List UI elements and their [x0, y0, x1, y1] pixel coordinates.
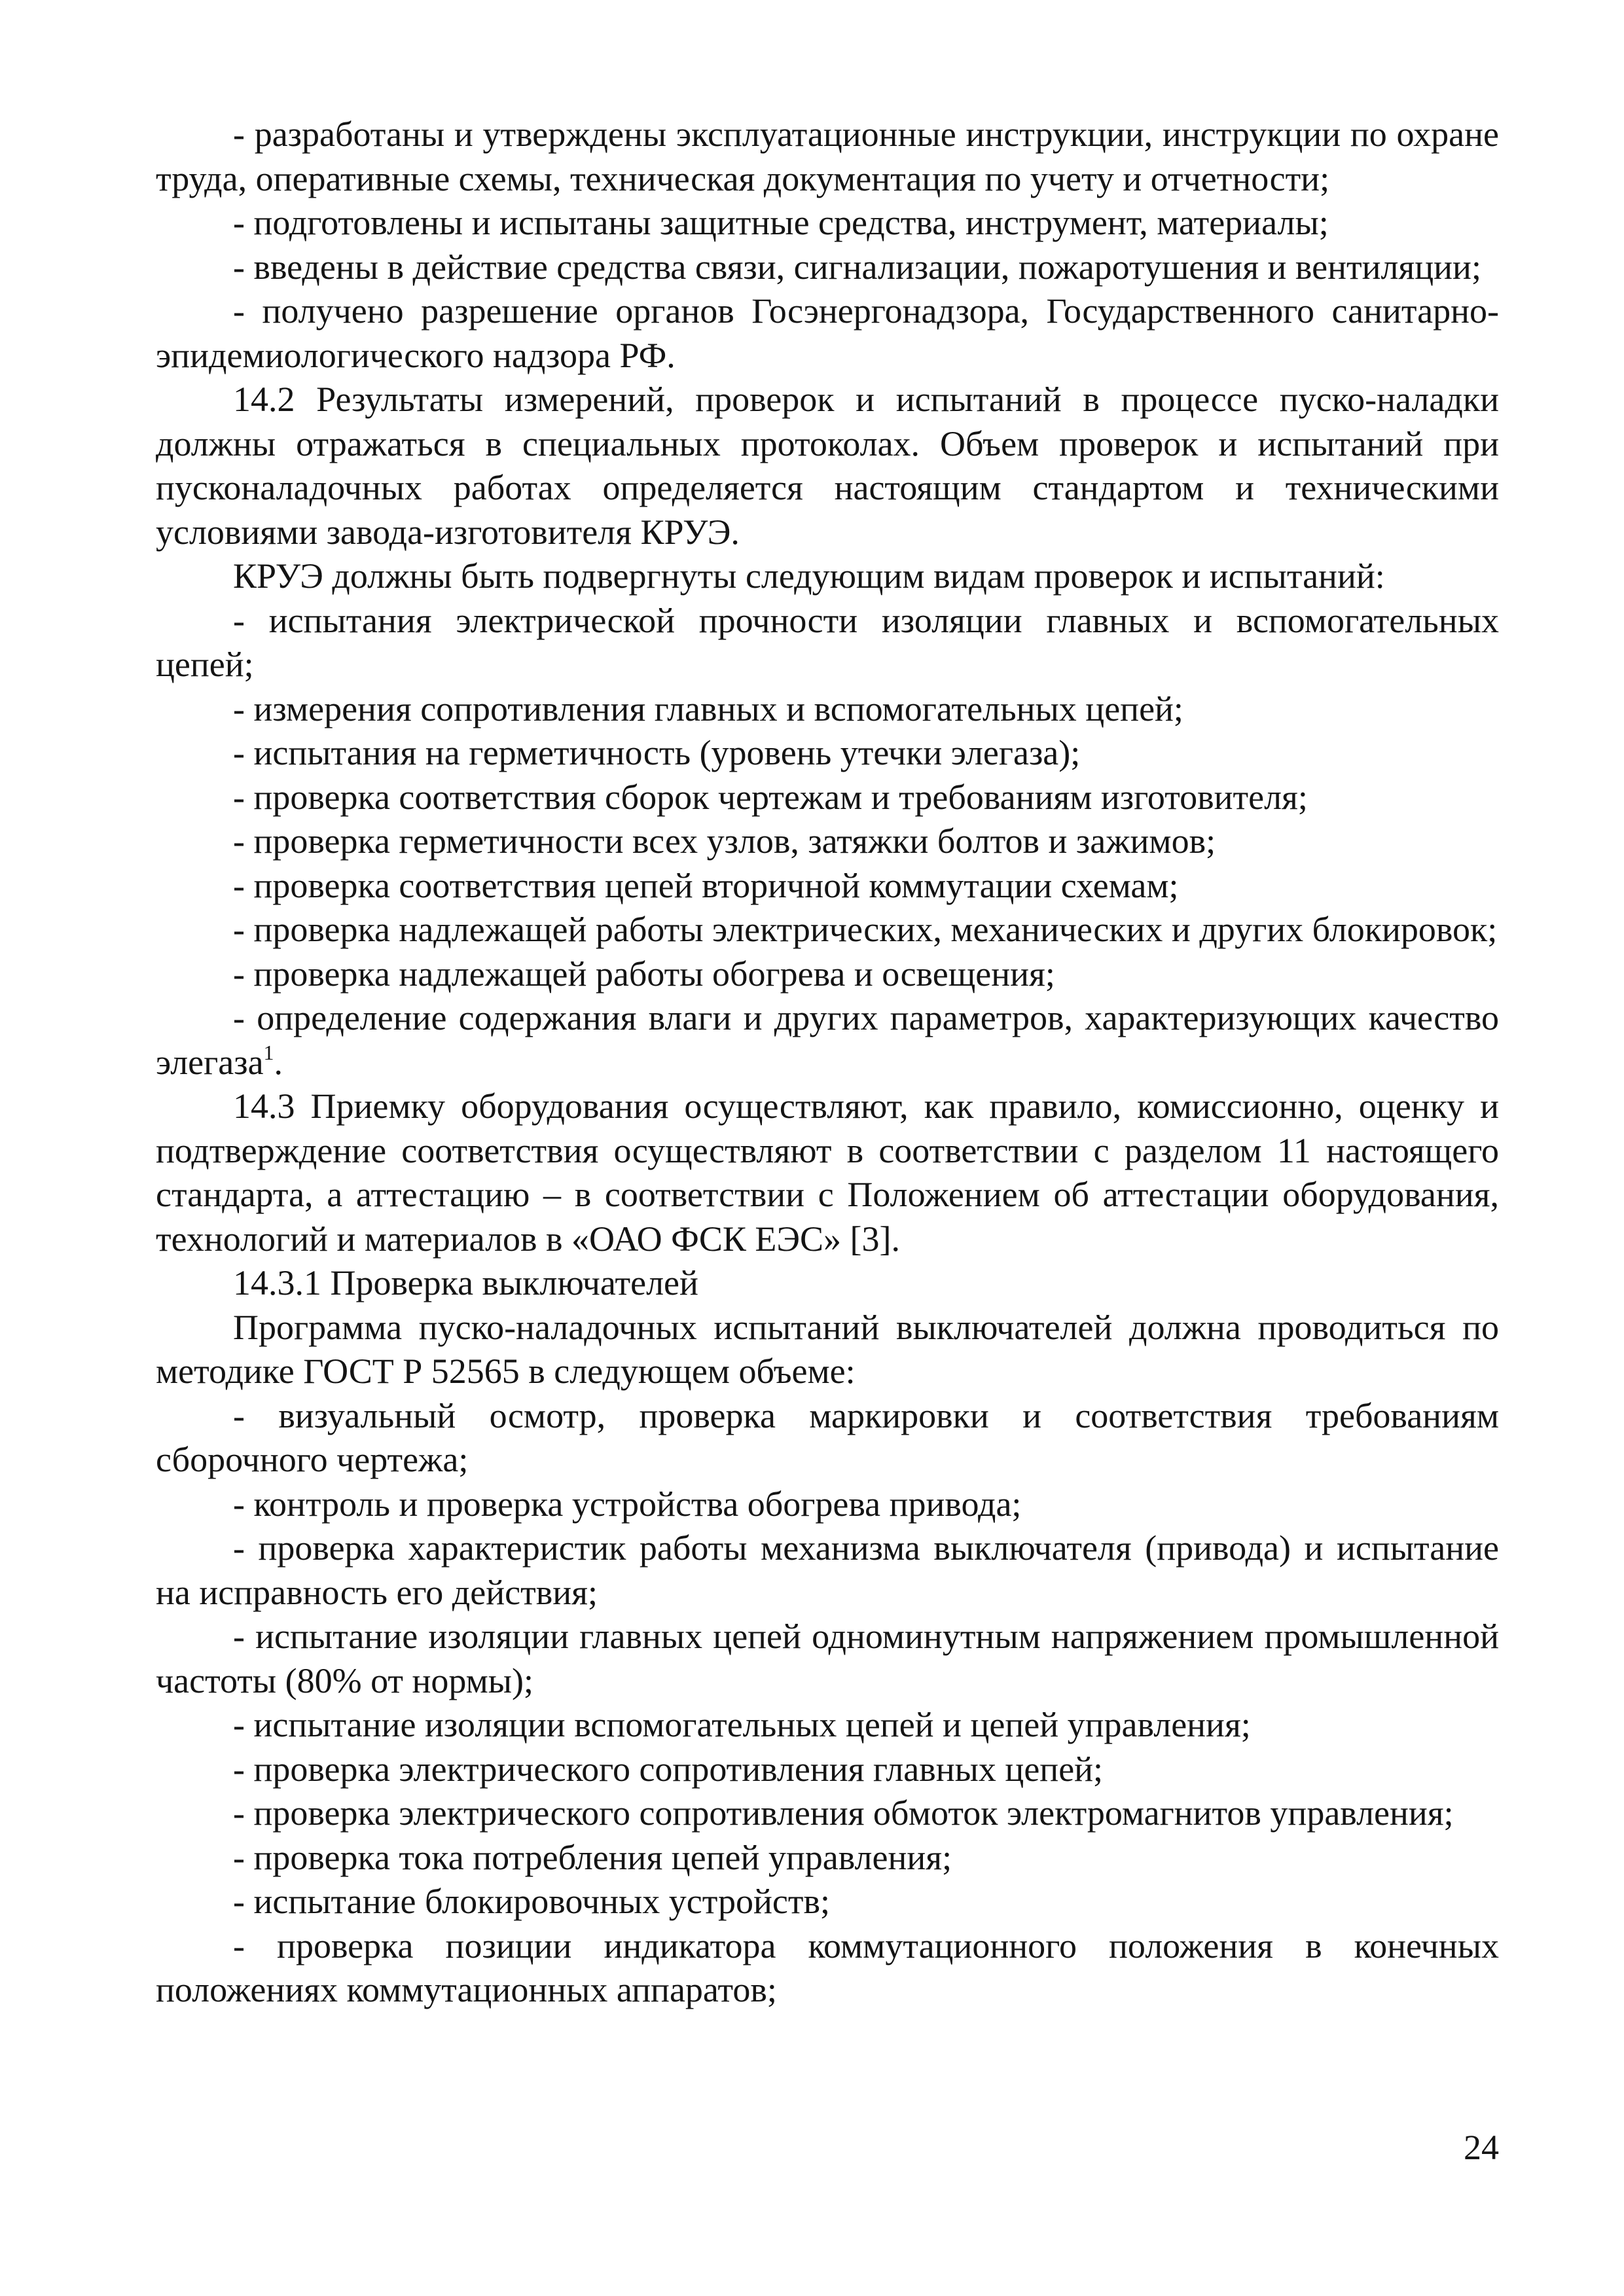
list-item: - испытание изоляции вспомогательных цепей и цепей управления;: [233, 1705, 1251, 1744]
list-item: - проверка герметичности всех узлов, затяжки болтов и зажимов;: [233, 821, 1216, 861]
list-item: - визуальный осмотр, проверка маркировки и соответствия требованиям сборочного чертежа;: [156, 1395, 1499, 1479]
list-item: - испытания на герметичность (уровень утечки элегаза);: [233, 733, 1081, 772]
list-item: - проверка надлежащей работы обогрева и освещения;: [233, 954, 1055, 994]
list-item: - проверка тока потребления цепей управления;: [233, 1837, 952, 1877]
list-item: - проверка электрического сопротивления главных цепей;: [233, 1749, 1104, 1789]
list-item: - измерения сопротивления главных и вспомогательных цепей;: [233, 689, 1183, 728]
list-item: - проверка надлежащей работы электрических, механических и других блокировок;: [233, 910, 1498, 949]
list-item: - испытания электрической прочности изоляции главных и вспомогательных цепей;: [156, 600, 1499, 684]
list-item: - проверка соответствия цепей вторичной коммутации схемам;: [233, 865, 1179, 905]
list-item: - проверка позиции индикатора коммутационного положения в конечных положениях коммутационных аппаратов;: [156, 1926, 1499, 2009]
list-item: - контроль и проверка устройства обогрева привода;: [233, 1484, 1022, 1524]
list-item: - подготовлены и испытаны защитные средства, инструмент, материалы;: [233, 203, 1329, 242]
section-14-3-1-heading: 14.3.1 Проверка выключателей: [233, 1263, 698, 1302]
list-item: - проверка соответствия сборок чертежам и требованиям изготовителя;: [233, 777, 1308, 817]
list-item: - испытание изоляции главных цепей одноминутным напряжением промышленной частоты (80% от нормы);: [156, 1617, 1499, 1700]
list-item: - разработаны и утверждены эксплуатационные инструкции, инструкции по охране труда, оперативные схемы, техническая документация по учету и отчетности;: [156, 115, 1499, 198]
list-item: - испытание блокировочных устройств;: [233, 1882, 830, 1921]
document-page: [156, 113, 1499, 2013]
section-14-2-paragraph: 14.2 Результаты измерений, проверок и испытаний в процессе пуско-наладки должны отражаться в специальных протоколах. Объем проверок и испытаний при пусконаладочных работах определяется настоящим стандартом и техническими условиями завода-изготовителя КРУЭ.: [156, 380, 1499, 552]
list-item-with-footnote: [156, 996, 1499, 1085]
page-number: 24: [1464, 2128, 1499, 2167]
list-item: - введены в действие средства связи, сигнализации, пожаротушения и вентиляции;: [233, 247, 1481, 287]
checks-intro-paragraph: КРУЭ должны быть подвергнуты следующим видам проверок и испытаний:: [233, 556, 1385, 596]
list-item-text: - определение содержания влаги и других параметров, характеризующих качество элегаза: [156, 998, 1499, 1082]
list-item: - получено разрешение органов Госэнергонадзора, Государственного санитарно-эпидемиологического надзора РФ.: [156, 291, 1499, 375]
list-item: - проверка электрического сопротивления обмоток электромагнитов управления;: [233, 1793, 1454, 1833]
list-item-end: .: [274, 1042, 283, 1082]
list-item: - проверка характеристик работы механизма выключателя (привода) и испытание на исправность его действия;: [156, 1528, 1499, 1612]
section-14-3-paragraph: 14.3 Приемку оборудования осуществляют, как правило, комиссионно, оценку и подтверждение соответствия осуществляют в соответствии с разделом 11 настоящего стандарта, а аттестацию – в соответствии с Положением об аттестации оборудования, технологий и материалов в «ОАО ФСК ЕЭС» [3].: [156, 1086, 1499, 1259]
program-intro-paragraph: Программа пуско-наладочных испытаний выключателей должна проводиться по методике ГОСТ Р 52565 в следующем объеме:: [156, 1307, 1499, 1391]
footnote-reference[interactable]: 1: [263, 1040, 274, 1064]
